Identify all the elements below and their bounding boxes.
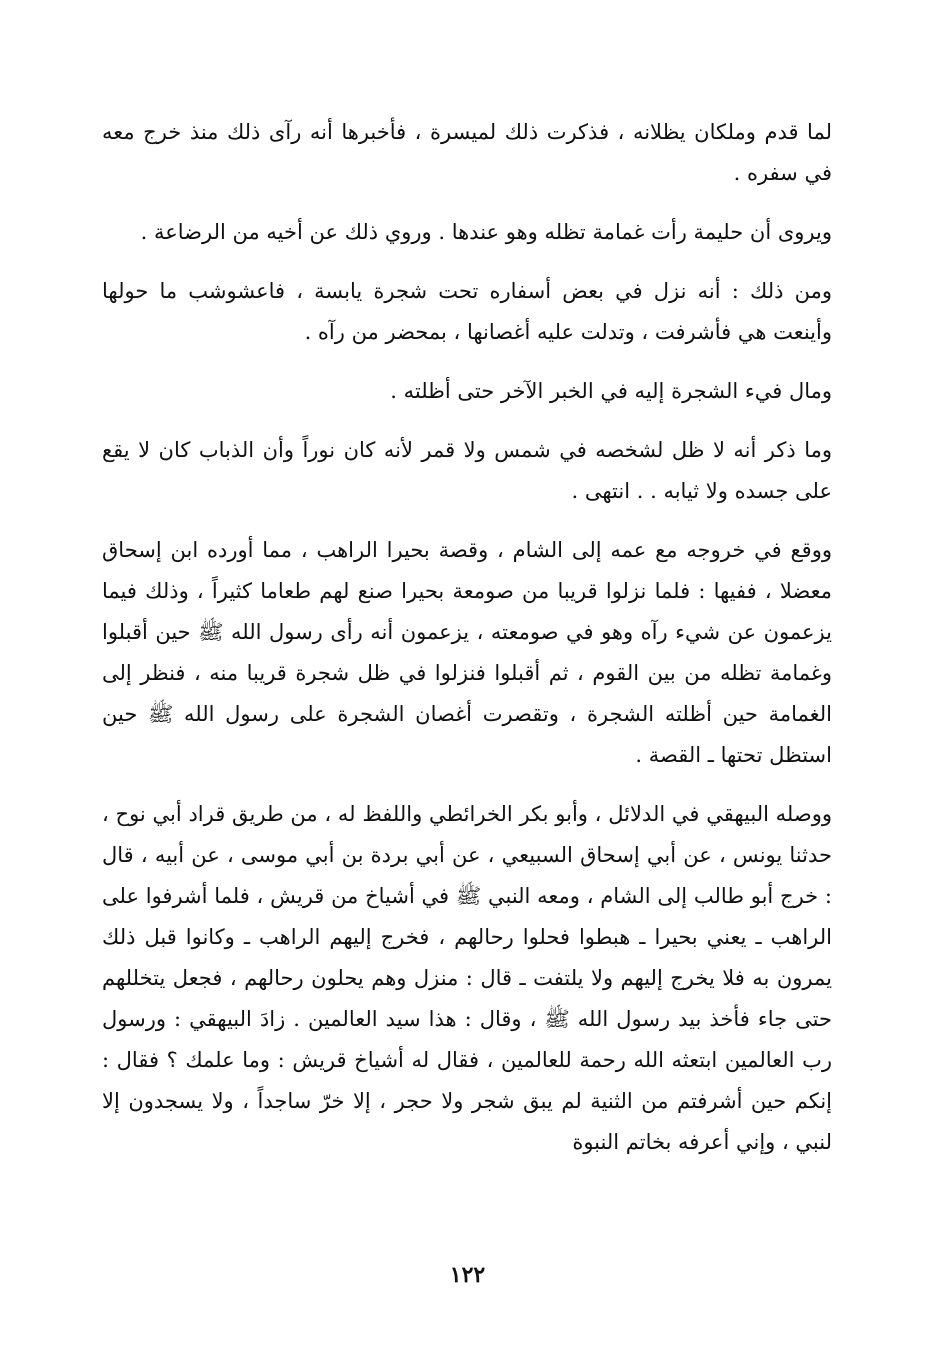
paragraph-5: وما ذكر أنه لا ظل لشخصه في شمس ولا قمر لأنه كان نوراً وأن الذباب كان لا يقع على جسده ولا ثيابه . . انتهى . [102, 438, 832, 503]
paragraph-6: ووقع في خروجه مع عمه إلى الشام ، وقصة بحيرا الراهب ، مما أورده ابن إسحاق معضلا ، ففيها : فلما نزلوا قريبا من صومعة بحيرا صنع لهم طعاما كثيراً ، وذلك فيما يزعمون عن شيء رآه وهو في صومعته ، يزعمون أنه رأى رسول الله ﷺ حين أقبلوا وغمامة تظله من بين القوم ، ثم أقبلوا فنزلوا في ظل شجرة قريبا منه ، فنظر إلى الغمامة حين أظلته الشجرة ، وتقصرت أغصان الشجرة على رسول الله ﷺ حين استظل تحتها ـ القصة . [102, 538, 832, 767]
body-text [102, 112, 832, 1181]
paragraph-3: ومن ذلك : أنه نزل في بعض أسفاره تحت شجرة يابسة ، فاعشوشب ما حولها وأينعت هي فأشرفت ، وتدلت عليه أغصانها ، بمحضر من رآه . [102, 279, 832, 344]
paragraph-1: لما قدم وملكان يظلانه ، فذكرت ذلك لميسرة ، فأخبرها أنه رآى ذلك منذ خرج معه في سفره . [102, 120, 832, 185]
paragraph-4: ومال فيء الشجرة إليه في الخبر الآخر حتى أظلته . [390, 379, 832, 403]
page-number: ١٢٢ [449, 1262, 486, 1288]
paragraph-7: ووصله البيهقي في الدلائل ، وأبو بكر الخرائطي واللفظ له ، من طريق قراد أبي نوح ، حدثنا يونس ، عن أبي إسحاق السبيعي ، عن أبي بردة بن أبي موسى ، عن أبيه ، قال : خرج أبو طالب إلى الشام ، ومعه النبي ﷺ في أشياخ من قريش ، فلما أشرفوا على الراهب ـ يعني بحيرا ـ هبطوا فحلوا رحالهم ، فخرج إليهم الراهب ـ وكانوا قبل ذلك يمرون به فلا يخرج إليهم ولا يلتفت ـ قال : منزل وهم يحلون رحالهم ، فجعل يتخللهم حتى جاء فأخذ بيد رسول الله ﷺ ، وقال : هذا سيد العالمين . زادَ البيهقي : ورسول رب العالمين ابتعثه الله رحمة للعالمين ، فقال له أشياخ قريش : وما علمك ؟ فقال : إنكم حين أشرفتم من الثنية لم يبق شجر ولا حجر ، إلا خرّ ساجداً ، ولا يسجدون إلا لنبي ، وإني أعرفه بخاتم النبوة [102, 802, 832, 1154]
paragraph-2: ويروى أن حليمة رأت غمامة تظله وهو عندها . وروي ذلك عن أخيه من الرضاعة . [140, 220, 832, 244]
